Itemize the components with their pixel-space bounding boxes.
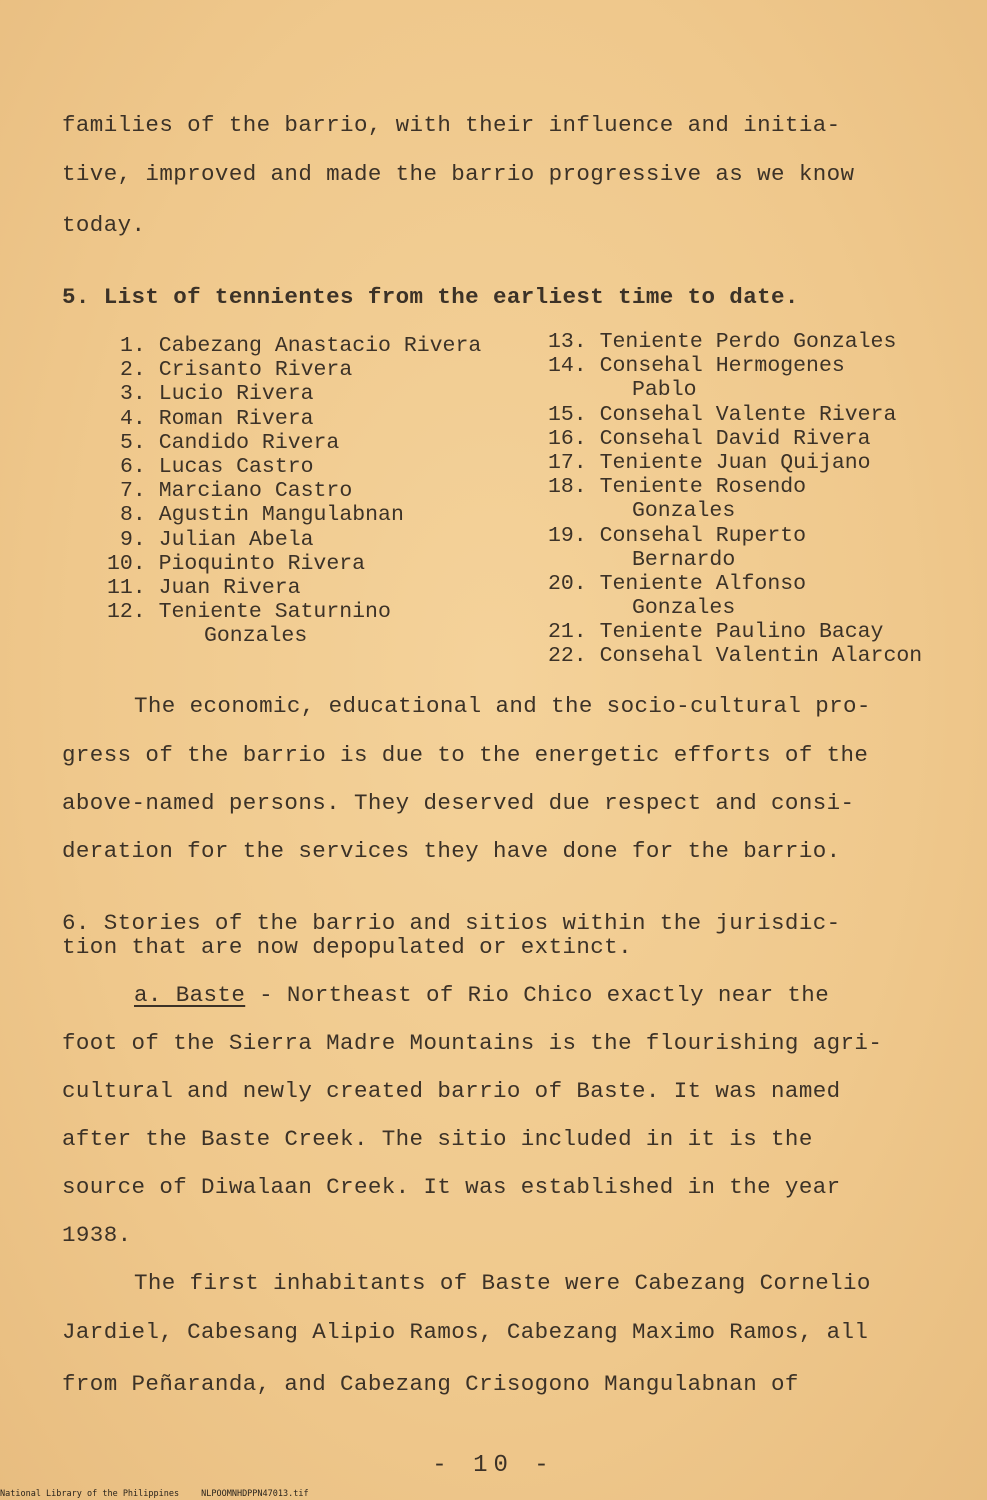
scan-footer	[0, 1489, 331, 1499]
para2-line-1: The economic, educational and the socio-cultural pro-	[134, 693, 871, 719]
list-item: 15. Consehal Valente Rivera	[548, 402, 897, 427]
list-item: 7. Marciano Castro	[120, 479, 353, 504]
list-item-continuation: Gonzales	[632, 596, 736, 621]
list-item: 17. Teniente Juan Quijano	[548, 450, 871, 475]
para2-line-3: above-named persons. They deserved due respect and consi-	[62, 790, 855, 816]
baste-label: a. Baste	[134, 982, 246, 1008]
para3-line-3: cultural and newly created barrio of Baste. It was named	[62, 1078, 841, 1104]
list-item: 16. Consehal David Rivera	[548, 426, 871, 451]
para3-line-4: after the Baste Creek. The sitio included in it is the	[62, 1126, 813, 1152]
list-item: 3. Lucio Rivera	[120, 382, 314, 407]
list-item-continuation: Pablo	[632, 378, 697, 403]
list-item: 10. Pioquinto Rivera	[107, 551, 366, 576]
list-item: 18. Teniente Rosendo	[548, 475, 807, 500]
para3-line-2: foot of the Sierra Madre Mountains is the flourishing agri-	[62, 1030, 883, 1056]
list-item: 6. Lucas Castro	[120, 454, 314, 479]
para3-line-6: 1938.	[62, 1222, 132, 1248]
para4-line-2: Jardiel, Cabesang Alipio Ramos, Cabezang Maximo Ramos, all	[62, 1319, 869, 1345]
list-item: 5. Candido Rivera	[120, 430, 340, 455]
list-item: 11. Juan Rivera	[107, 575, 301, 600]
page-number: - 10 -	[432, 1452, 555, 1479]
section6-heading-line-2: tion that are now depopulated or extinct.	[62, 934, 632, 960]
para2-line-2: gress of the barrio is due to the energetic efforts of the	[62, 742, 869, 768]
list-item: 4. Roman Rivera	[120, 406, 314, 431]
para1-line-2: tive, improved and made the barrio progressive as we know	[62, 161, 855, 187]
list-item-continuation: Bernardo	[632, 547, 736, 572]
list-item: 9. Julian Abela	[120, 527, 314, 552]
tenientes-left-column	[107, 334, 482, 649]
para1-line-3: today.	[62, 212, 146, 238]
para3-line-1	[134, 982, 829, 1008]
list-item-continuation: Gonzales	[204, 624, 308, 649]
footer-file: NLPOOMNHDPPN47013.tif	[201, 1489, 309, 1499]
para3-line-5: source of Diwalaan Creek. It was established in the year	[62, 1174, 841, 1200]
list-item: 1. Cabezang Anastacio Rivera	[120, 334, 482, 358]
list-item: 21. Teniente Paulino Bacay	[548, 620, 884, 645]
section5-heading: 5. List of tennientes from the earliest time to date.	[62, 284, 799, 310]
para4-line-1: The first inhabitants of Baste were Cabezang Cornelio	[134, 1270, 871, 1296]
list-item: 19. Consehal Ruperto	[548, 523, 807, 548]
tenientes-right-column	[548, 330, 922, 669]
para3-first-rest: - Northeast of Rio Chico exactly near the	[245, 982, 830, 1008]
list-item: 13. Teniente Perdo Gonzales	[548, 330, 897, 354]
footer-library: National Library of the Philippines	[0, 1489, 180, 1499]
list-item: 22. Consehal Valentin Alarcon	[548, 644, 923, 669]
para2-line-4: deration for the services they have done for the barrio.	[62, 838, 841, 864]
list-item: 20. Teniente Alfonso	[548, 571, 807, 596]
list-item: 2. Crisanto Rivera	[120, 358, 353, 383]
list-item: 14. Consehal Hermogenes	[548, 354, 845, 379]
para1-line-1: families of the barrio, with their influence and initia-	[62, 112, 841, 138]
list-item-continuation: Gonzales	[632, 499, 736, 524]
list-item: 12. Teniente Saturnino	[107, 600, 391, 625]
section6-heading-line-1: 6. Stories of the barrio and sitios within the jurisdic-	[62, 910, 841, 936]
para4-line-3: from Peñaranda, and Cabezang Crisogono Mangulabnan of	[62, 1371, 799, 1397]
list-item: 8. Agustin Mangulabnan	[120, 503, 404, 528]
